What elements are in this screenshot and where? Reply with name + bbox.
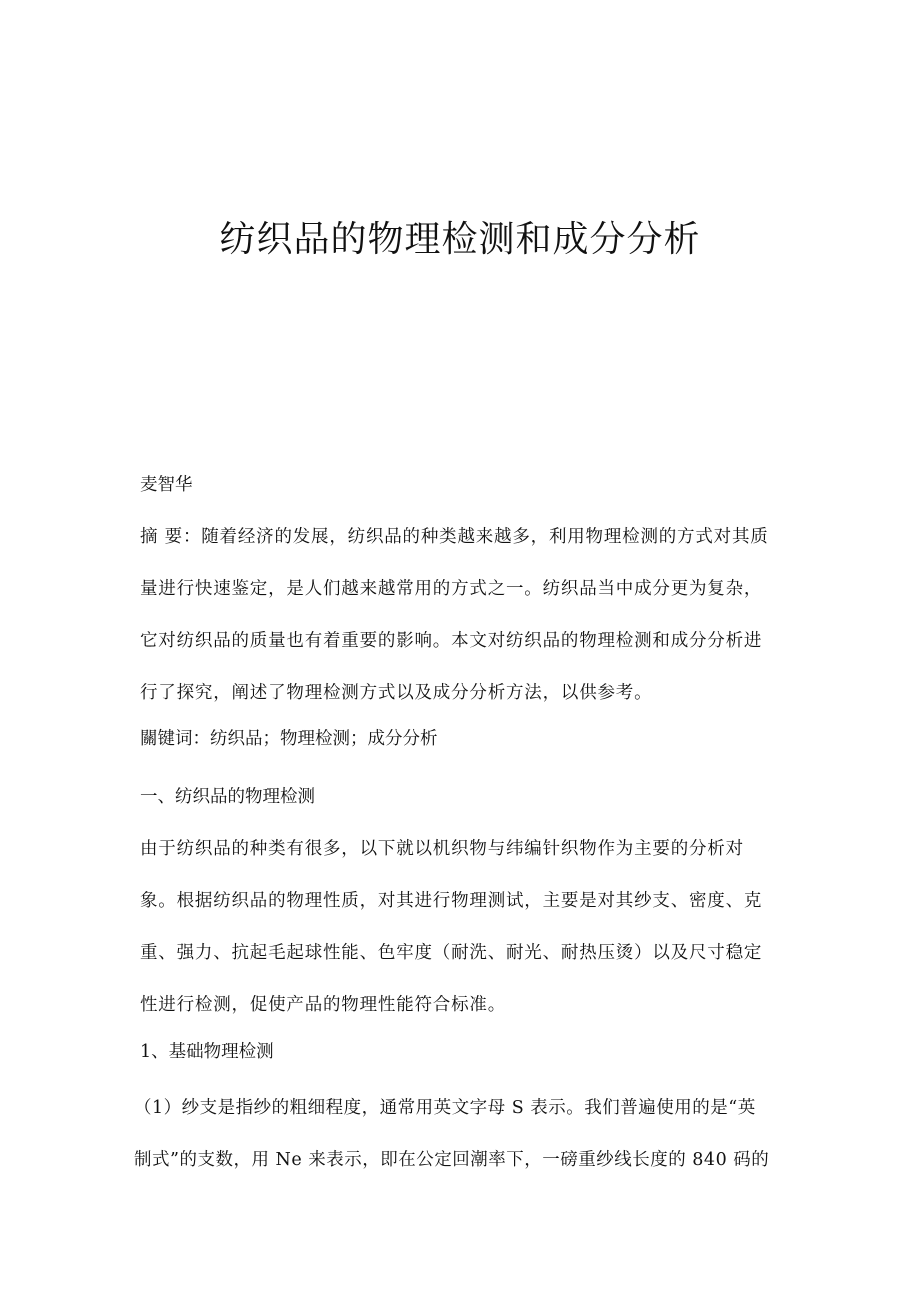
section-heading-physical-testing: 一、纺织品的物理检测 xyxy=(140,787,315,807)
document-title: 纺织品的物理检测和成分分析 xyxy=(219,219,701,260)
paragraph-line: 制式”的支数，用 Ne 来表示，即在公定回潮率下，一磅重纱线长度的 840 码的 xyxy=(134,1150,770,1170)
section-paragraph xyxy=(140,823,780,1031)
abstract-line: 摘 要：随着经济的发展，纺织品的种类越来越多，利用物理检测的方式对其质 xyxy=(140,527,769,547)
paragraph-line: 由于纺织品的种类有很多，以下就以机织物与纬编针织物作为主要的分析对 xyxy=(140,839,744,859)
abstract-paragraph xyxy=(140,511,780,719)
paragraph-line: 象。根据纺织品的物理性质，对其进行物理测试，主要是对其纱支、密度、克 xyxy=(140,891,763,911)
abstract-line: 它对纺织品的质量也有着重要的影响。本文对纺织品的物理检测和成分分析进 xyxy=(140,631,763,651)
subsection-paragraph xyxy=(134,1082,782,1186)
paragraph-line: 重、强力、抗起毛起球性能、色牢度（耐洗、耐光、耐热压烫）以及尺寸稳定 xyxy=(140,943,763,963)
paragraph-line: 性进行检测，促使产品的物理性能符合标准。 xyxy=(140,995,506,1015)
paragraph-line: （1）纱支是指纱的粗细程度，通常用英文字母 S 表示。我们普遍使用的是“英 xyxy=(134,1098,756,1118)
author-name: 麦智华 xyxy=(140,475,193,495)
abstract-line: 行了探究，阐述了物理检测方式以及成分分析方法，以供参考。 xyxy=(140,683,653,703)
subsection-heading-basic-testing: 1、基础物理检测 xyxy=(140,1042,274,1062)
keywords-line: 關键词：纺织品；物理检测；成分分析 xyxy=(140,729,438,749)
abstract-line: 量进行快速鉴定，是人们越来越常用的方式之一。纺织品当中成分更为复杂， xyxy=(140,579,763,599)
